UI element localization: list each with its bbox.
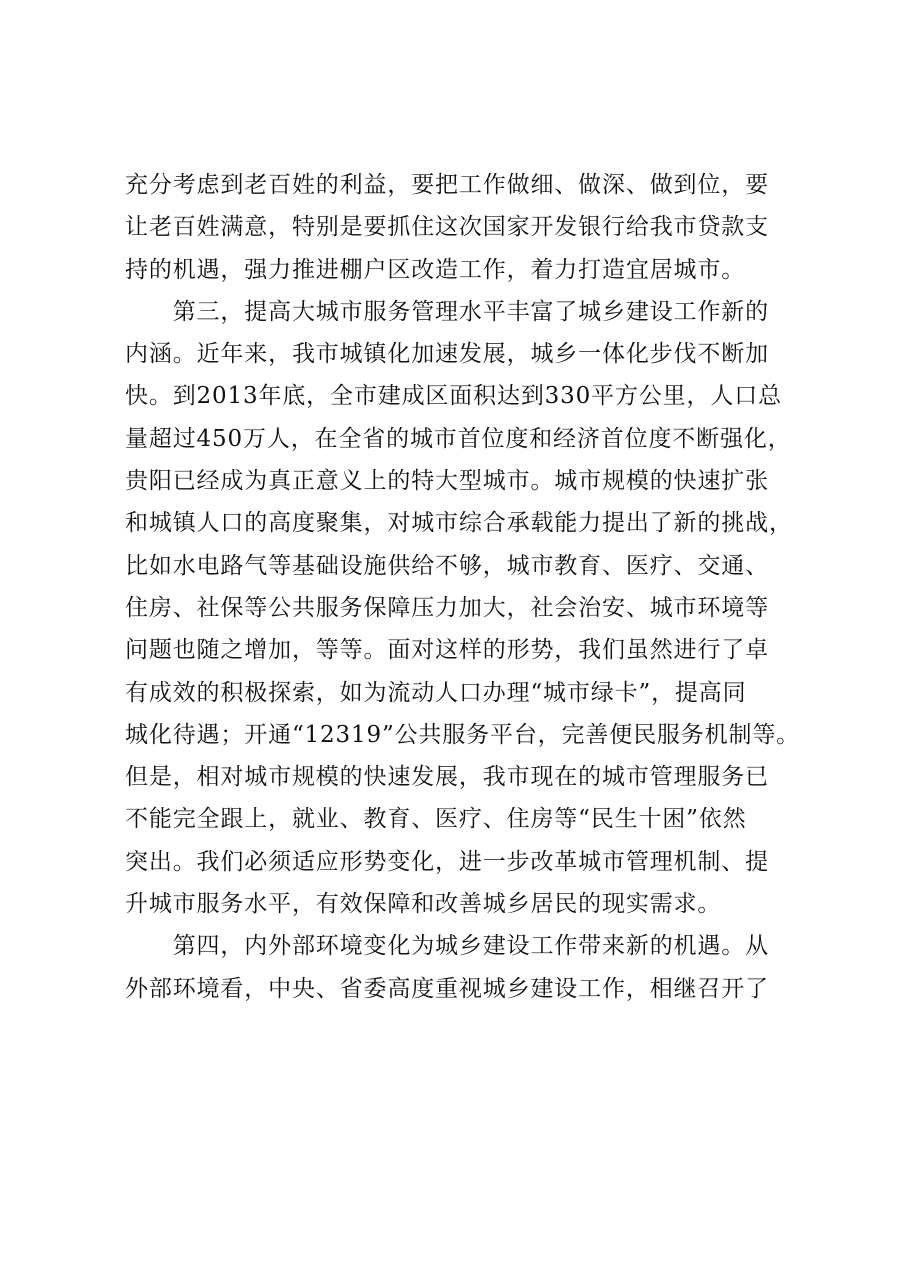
text-line: 升城市服务水平，有效保障和改善城乡居民的现实需求。 [125,891,722,918]
text-line: 住房、社保等公共服务保障压力加大，社会治安、城市环境等 [125,594,769,621]
text-line: 突出。我们必须适应形势变化，进一步改革城市管理机制、提 [125,848,769,875]
text-line: 量超过450万人，在全省的城市首位度和经济首位度不断强化， [125,425,792,452]
text-line: 问题也随之增加，等等。面对这样的形势，我们虽然进行了卓 [125,637,769,664]
text-line: 和城镇人口的高度聚集，对城市综合承载能力提出了新的挑战， [125,510,793,537]
text-line: 贵阳已经成为真正意义上的特大型城市。城市规模的快速扩张 [125,468,769,495]
text-line: 充分考虑到老百姓的利益，要把工作做细、做深、做到位，要 [125,172,769,198]
text-line: 但是，相对城市规模的快速发展，我市现在的城市管理服务已 [125,764,769,791]
text-line: 城化待遇；开通“12319”公共服务平台，完善便民服务机制等。 [125,721,801,748]
text-line: 有成效的积极探索，如为流动人口办理“城市绿卡”，提高同 [125,679,747,706]
paragraph-start-line: 第三，提高大城市服务管理水平丰富了城乡建设工作新的 [125,298,769,325]
text-line: 不能完全跟上，就业、教育、医疗、住房等“民生十困”依然 [125,806,747,833]
body-text [125,164,815,1010]
text-line: 比如水电路气等基础设施供给不够，城市教育、医疗、交通、 [125,552,769,579]
text-line: 持的机遇，强力推进棚户区改造工作，着力打造宜居城市。 [125,256,746,283]
text-line: 内涵。近年来，我市城镇化加速发展，城乡一体化步伐不断加 [125,341,769,368]
text-line: 让老百姓满意，特别是要抓住这次国家开发银行给我市贷款支 [125,214,769,241]
paragraph-start-line: 第四，内外部环境变化为城乡建设工作带来新的机遇。从 [125,933,769,960]
text-line: 外部环境看，中央、省委高度重视城乡建设工作，相继召开了 [125,975,769,1002]
text-line: 快。到2013年底，全市建成区面积达到330平方公里，人口总 [125,383,782,410]
